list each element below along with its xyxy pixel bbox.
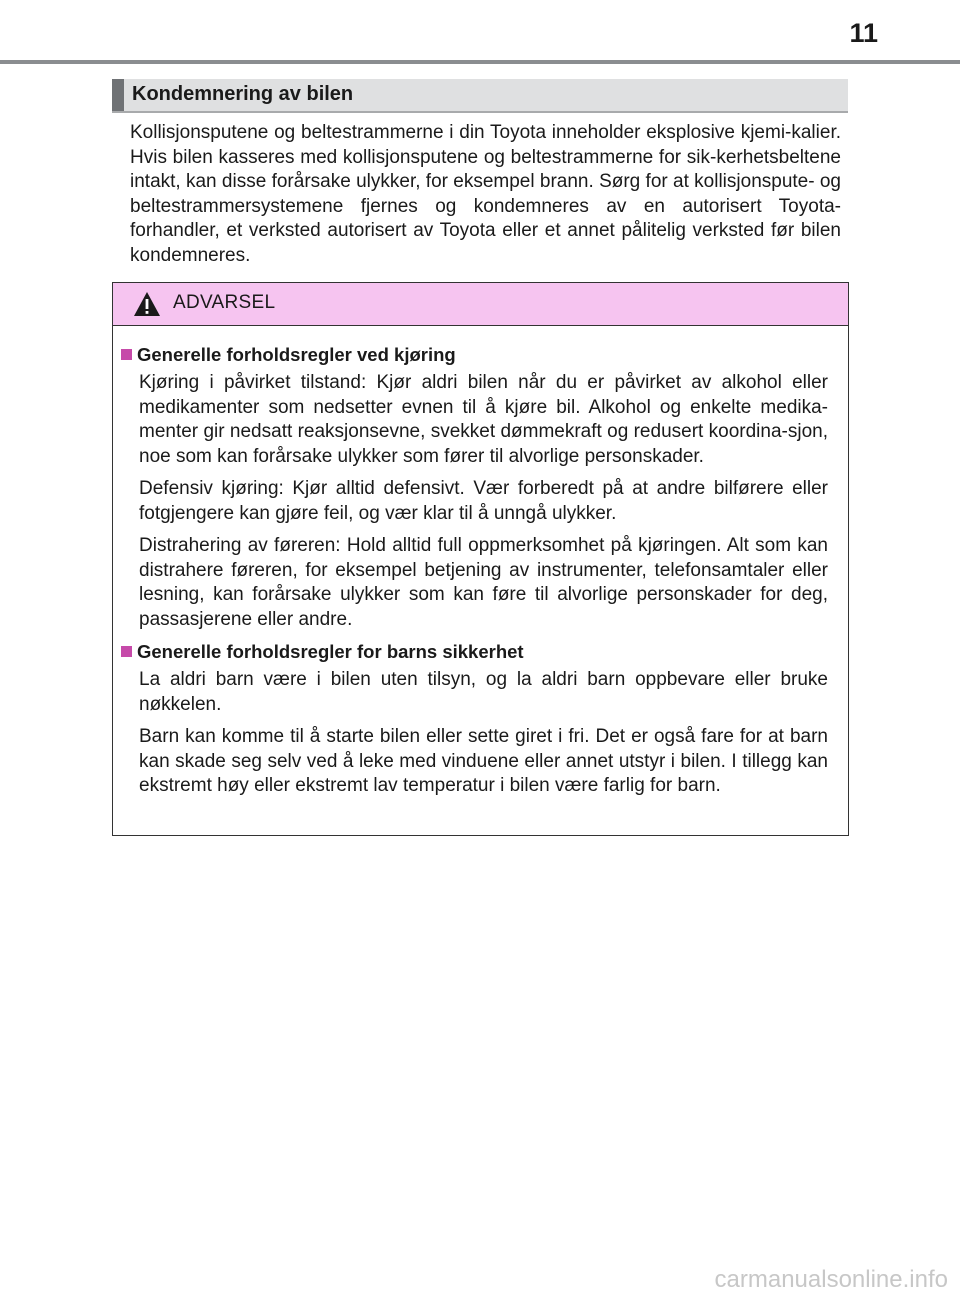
warning-item-title [121,343,828,367]
square-bullet-icon [121,646,132,657]
page-number: 11 [849,18,878,48]
warning-item-title [121,640,828,664]
section-header [112,79,848,113]
warning-paragraph: Barn kan komme til å starte bilen eller sette giret i fri. Det er også fare for at barn kan skade seg selv ved å leke med vinduene eller annet utstyr i bilen. I tillegg kan ekstremt høy eller ekstremt lav temperatur i bilen være farlig for barn. [139,726,828,796]
section-header-bar [112,79,124,111]
warning-label: ADVARSEL [173,292,276,313]
section-intro: Kollisjonsputene og beltestrammerne i din Toyota inneholder eksplosive kjemi-kalier. Hvis bilen kasseres med kollisjonsputene og beltestrammerne for sik-kerhetsbeltene intakt, kan disse forårsake ulykker, for eksempel brann. Sørg for at kollisjonspute- og beltestrammersystemene fjernes og kondemneres av en autorisert Toyota-forhandler, et verksted autorisert av Toyota eller et annet pålitelig verksted før bilen kondemneres. [130,122,841,266]
top-rule [0,60,960,64]
warning-paragraph: Distrahering av føreren: Hold alltid full oppmerksomhet på kjøringen. Alt som kan distrahere føreren, for eksempel betjening av instrumenter, telefonsamtaler eller lesning, kan forårsake ulykker som kan føre til alvorlige personskader for deg, passasjerene eller andre. [139,535,828,630]
section-title: Kondemnering av bilen [132,83,354,105]
warning-paragraph: La aldri barn være i bilen uten tilsyn, og la aldri barn oppbevare eller bruke nøkkelen. [139,669,828,715]
warning-paragraph: Kjøring i påvirket tilstand: Kjør aldri bilen når du er påvirket av alkohol eller medikamenter som nedsetter evnen til å kjøre bil. Alkohol og enkelte medika-menter gir nedsatt reaksjonsevne, svekket dømmekraft og redusert koordina-sjon, noe som kan forårsake ulykker som fører til alvorlige personskader. [139,372,828,467]
warning-paragraph: Defensiv kjøring: Kjør alltid defensivt. Vær forberedt på at andre bilførere eller fotgjengere kan gjøre feil, og vær klar til å unngå ulykker. [139,478,828,524]
footer-watermark[interactable]: carmanualsonline.info [714,1266,948,1293]
warning-item-title-text: Generelle forholdsregler for barns sikkerhet [137,641,524,662]
square-bullet-icon [121,349,132,360]
warning-triangle-icon [133,291,161,317]
warning-header [113,283,848,326]
warning-item-title-text: Generelle forholdsregler ved kjøring [137,344,456,365]
warning-box [112,282,849,836]
warning-body [113,326,848,799]
